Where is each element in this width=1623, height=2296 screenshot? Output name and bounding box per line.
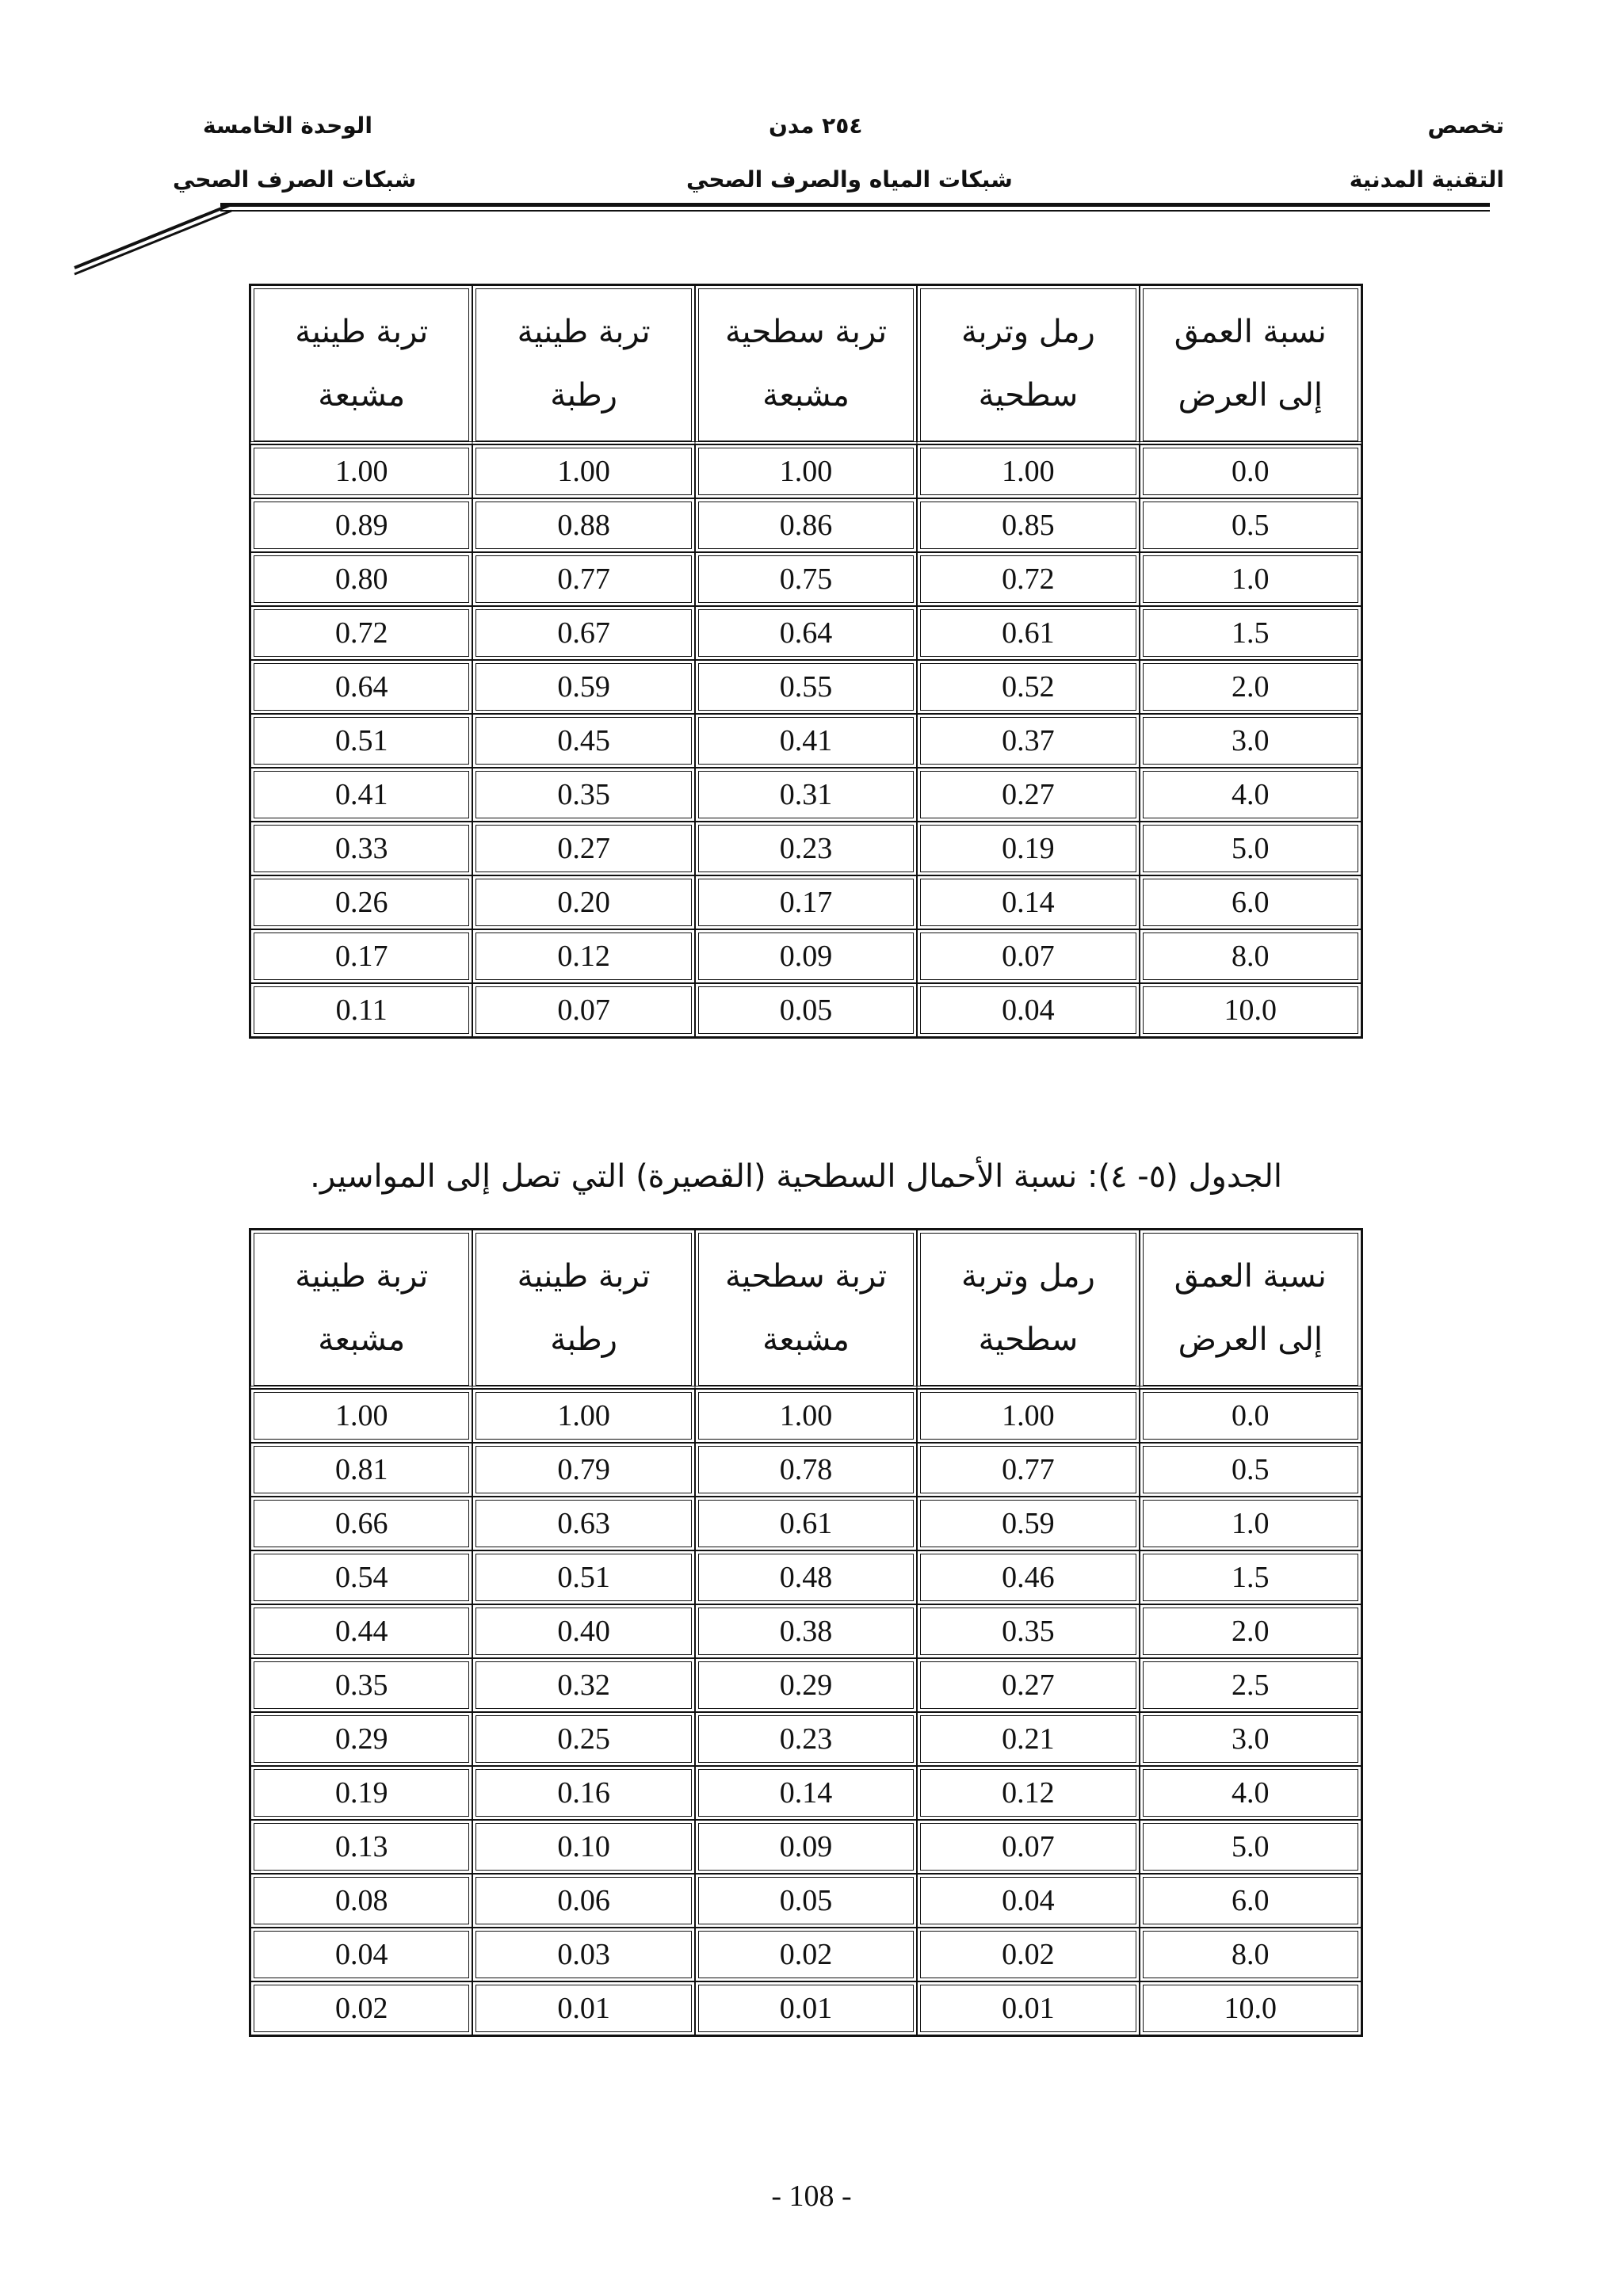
table-cell: 0.5 — [1140, 498, 1361, 552]
table-row — [250, 1928, 1361, 1981]
header-line: إلى العرض — [1178, 377, 1323, 414]
header-line: تربة طينية — [517, 314, 651, 350]
table-row — [250, 1443, 1361, 1497]
table-cell: 0.19 — [917, 822, 1139, 875]
table-row — [250, 929, 1361, 983]
table-cell: 0.05 — [695, 1874, 917, 1928]
header-wet-clay — [472, 285, 694, 444]
table-cell: 0.61 — [917, 606, 1139, 660]
table-cell: 0.75 — [695, 552, 917, 606]
table-cell: 0.09 — [695, 1820, 917, 1874]
header-diagonal-rule — [63, 198, 301, 285]
table-cell: 0.0 — [1140, 444, 1361, 498]
header-line: تربة سطحية — [724, 1258, 888, 1295]
table-cell: 0.86 — [695, 498, 917, 552]
table-cell: 0.61 — [695, 1497, 917, 1550]
table-cell: 0.04 — [250, 1928, 472, 1981]
header-line: مشبعة — [318, 377, 406, 414]
header-line: سطحية — [978, 1322, 1079, 1358]
table-cell: 0.51 — [472, 1550, 694, 1604]
table-cell: 0.14 — [695, 1766, 917, 1820]
table-cell: 1.00 — [695, 444, 917, 498]
table-cell: 0.35 — [472, 768, 694, 822]
table-cell: 0.27 — [917, 768, 1139, 822]
table-row — [250, 498, 1361, 552]
table-cell: 0.59 — [917, 1497, 1139, 1550]
table-row — [250, 875, 1361, 929]
table-cell: 0.80 — [250, 552, 472, 606]
table-cell: 3.0 — [1140, 714, 1361, 768]
table-cell: 2.0 — [1140, 660, 1361, 714]
table-cell: 1.5 — [1140, 606, 1361, 660]
table-cell: 0.23 — [695, 1712, 917, 1766]
header-right-top: تخصص — [1427, 113, 1504, 139]
table-cell: 0.77 — [472, 552, 694, 606]
table-row — [250, 822, 1361, 875]
table-cell: 0.51 — [250, 714, 472, 768]
table-cell: 0.72 — [250, 606, 472, 660]
table-cell: 0.19 — [250, 1766, 472, 1820]
header-line: رمل وتربة — [960, 1258, 1095, 1295]
table-header-row — [250, 285, 1361, 444]
table-cell: 0.41 — [250, 768, 472, 822]
page-number: - 108 - — [771, 2180, 852, 2213]
table-row — [250, 1874, 1361, 1928]
table-cell: 0.5 — [1140, 1443, 1361, 1497]
table-cell: 0.85 — [917, 498, 1139, 552]
table-cell: 1.00 — [917, 1389, 1139, 1443]
table-row — [250, 1658, 1361, 1712]
header-line: رطبة — [550, 1322, 617, 1358]
table-cell: 0.35 — [917, 1604, 1139, 1658]
header-saturated-clay — [250, 285, 472, 444]
table-cell: 0.08 — [250, 1874, 472, 1928]
table-cell: 1.00 — [917, 444, 1139, 498]
header-line: تربة سطحية — [724, 314, 888, 350]
header-line: تربة طينية — [517, 1258, 651, 1295]
table-cell: 0.29 — [250, 1712, 472, 1766]
header-line: مشبعة — [762, 1322, 850, 1358]
table-cell: 1.00 — [695, 1389, 917, 1443]
table-cell: 0.52 — [917, 660, 1139, 714]
table-cell: 0.07 — [917, 1820, 1139, 1874]
table-cell: 0.81 — [250, 1443, 472, 1497]
table-cell: 0.40 — [472, 1604, 694, 1658]
table-row — [250, 1981, 1361, 2035]
header-center-top: ٢٥٤ مدن — [769, 113, 863, 139]
table-cell: 0.45 — [472, 714, 694, 768]
header-wet-clay — [472, 1230, 694, 1389]
table-row — [250, 1497, 1361, 1550]
table-cell: 3.0 — [1140, 1712, 1361, 1766]
table-cell: 0.33 — [250, 822, 472, 875]
table-cell: 0.46 — [917, 1550, 1139, 1604]
table-row — [250, 444, 1361, 498]
table-row — [250, 983, 1361, 1037]
table-cell: 0.11 — [250, 983, 472, 1037]
table-cell: 0.89 — [250, 498, 472, 552]
table-header-row — [250, 1230, 1361, 1389]
table-cell: 0.03 — [472, 1928, 694, 1981]
header-line: رطبة — [550, 377, 617, 414]
table-cell: 0.32 — [472, 1658, 694, 1712]
header-sand-topsoil — [917, 1230, 1139, 1389]
table-row — [250, 552, 1361, 606]
table-cell: 0.66 — [250, 1497, 472, 1550]
table-cell: 0.72 — [917, 552, 1139, 606]
table-cell: 1.00 — [250, 1389, 472, 1443]
table-cell: 0.21 — [917, 1712, 1139, 1766]
table-cell: 0.37 — [917, 714, 1139, 768]
header-line: تربة طينية — [295, 314, 429, 350]
table-row — [250, 1820, 1361, 1874]
table-cell: 10.0 — [1140, 983, 1361, 1037]
table-cell: 8.0 — [1140, 1928, 1361, 1981]
table-cell: 6.0 — [1140, 1874, 1361, 1928]
table-cell: 0.31 — [695, 768, 917, 822]
table-cell: 0.07 — [472, 983, 694, 1037]
header-line: نسبة العمق — [1174, 314, 1327, 350]
table-cell: 0.26 — [250, 875, 472, 929]
table-cell: 0.16 — [472, 1766, 694, 1820]
table-cell: 0.05 — [695, 983, 917, 1037]
header-sand-topsoil — [917, 285, 1139, 444]
table-cell: 2.0 — [1140, 1604, 1361, 1658]
table-row — [250, 768, 1361, 822]
table-cell: 1.0 — [1140, 1497, 1361, 1550]
table-cell: 0.02 — [695, 1928, 917, 1981]
table-cell: 4.0 — [1140, 1766, 1361, 1820]
table-cell: 1.0 — [1140, 552, 1361, 606]
table-cell: 0.27 — [917, 1658, 1139, 1712]
table-cell: 0.12 — [472, 929, 694, 983]
header-line: مشبعة — [762, 377, 850, 414]
header-rule-thin — [220, 210, 1490, 212]
table-cell: 0.0 — [1140, 1389, 1361, 1443]
table-cell: 5.0 — [1140, 1820, 1361, 1874]
table-cell: 2.5 — [1140, 1658, 1361, 1712]
header-rule-thick — [220, 203, 1490, 207]
table-cell: 10.0 — [1140, 1981, 1361, 2035]
header-line: سطحية — [978, 377, 1079, 414]
table-cell: 0.07 — [917, 929, 1139, 983]
header-line: مشبعة — [318, 1322, 406, 1358]
table-cell: 0.88 — [472, 498, 694, 552]
table-cell: 0.09 — [695, 929, 917, 983]
table-cell: 0.64 — [695, 606, 917, 660]
header-line: نسبة العمق — [1174, 1258, 1327, 1295]
table-row — [250, 606, 1361, 660]
table-row — [250, 660, 1361, 714]
table-cell: 0.29 — [695, 1658, 917, 1712]
table-1 — [249, 284, 1363, 1039]
table-cell: 0.17 — [250, 929, 472, 983]
table-cell: 0.01 — [695, 1981, 917, 2035]
header-line: إلى العرض — [1178, 1322, 1323, 1358]
table-cell: 1.00 — [250, 444, 472, 498]
table-cell: 0.06 — [472, 1874, 694, 1928]
header-center-bottom: شبكات المياه والصرف الصحي — [686, 166, 1013, 193]
table-cell: 0.41 — [695, 714, 917, 768]
table-cell: 0.77 — [917, 1443, 1139, 1497]
header-saturated-clay — [250, 1230, 472, 1389]
header-depth-ratio — [1140, 1230, 1361, 1389]
table-cell: 0.59 — [472, 660, 694, 714]
table-cell: 0.10 — [472, 1820, 694, 1874]
table-cell: 0.20 — [472, 875, 694, 929]
table-cell: 0.79 — [472, 1443, 694, 1497]
table-cell: 0.13 — [250, 1820, 472, 1874]
table-cell: 0.35 — [250, 1658, 472, 1712]
table-cell: 0.27 — [472, 822, 694, 875]
table-row — [250, 714, 1361, 768]
table-cell: 0.54 — [250, 1550, 472, 1604]
table-cell: 8.0 — [1140, 929, 1361, 983]
table-cell: 0.02 — [250, 1981, 472, 2035]
table-cell: 0.38 — [695, 1604, 917, 1658]
table-2 — [249, 1228, 1363, 2037]
table-cell: 0.12 — [917, 1766, 1139, 1820]
table-cell: 0.25 — [472, 1712, 694, 1766]
table-cell: 6.0 — [1140, 875, 1361, 929]
table-caption: الجدول (٥- ٤): نسبة الأحمال السطحية (القصيرة) التي تصل إلى المواسير. — [310, 1158, 1282, 1195]
table-cell: 0.14 — [917, 875, 1139, 929]
header-line: رمل وتربة — [960, 314, 1095, 350]
header-saturated-topsoil — [695, 285, 917, 444]
header-right-bottom: التقنية المدنية — [1349, 166, 1504, 193]
table-cell: 0.04 — [917, 983, 1139, 1037]
table-row — [250, 1604, 1361, 1658]
header-depth-ratio — [1140, 285, 1361, 444]
header-saturated-topsoil — [695, 1230, 917, 1389]
table-cell: 0.78 — [695, 1443, 917, 1497]
header-left-bottom: شبكات الصرف الصحي — [173, 166, 417, 193]
table-cell: 0.48 — [695, 1550, 917, 1604]
table-cell: 1.5 — [1140, 1550, 1361, 1604]
table-cell: 0.55 — [695, 660, 917, 714]
table-cell: 0.44 — [250, 1604, 472, 1658]
table-cell: 0.02 — [917, 1928, 1139, 1981]
table-row — [250, 1389, 1361, 1443]
table-cell: 0.17 — [695, 875, 917, 929]
table-cell: 0.01 — [472, 1981, 694, 2035]
header-line: تربة طينية — [295, 1258, 429, 1295]
table-cell: 1.00 — [472, 1389, 694, 1443]
table-row — [250, 1712, 1361, 1766]
table-cell: 0.01 — [917, 1981, 1139, 2035]
table-cell: 5.0 — [1140, 822, 1361, 875]
table-cell: 0.67 — [472, 606, 694, 660]
table-row — [250, 1550, 1361, 1604]
table-cell: 0.23 — [695, 822, 917, 875]
table-cell: 0.63 — [472, 1497, 694, 1550]
table-row — [250, 1766, 1361, 1820]
header-left-top: الوحدة الخامسة — [203, 113, 372, 139]
table-cell: 0.04 — [917, 1874, 1139, 1928]
table-cell: 1.00 — [472, 444, 694, 498]
table-cell: 4.0 — [1140, 768, 1361, 822]
table-cell: 0.64 — [250, 660, 472, 714]
